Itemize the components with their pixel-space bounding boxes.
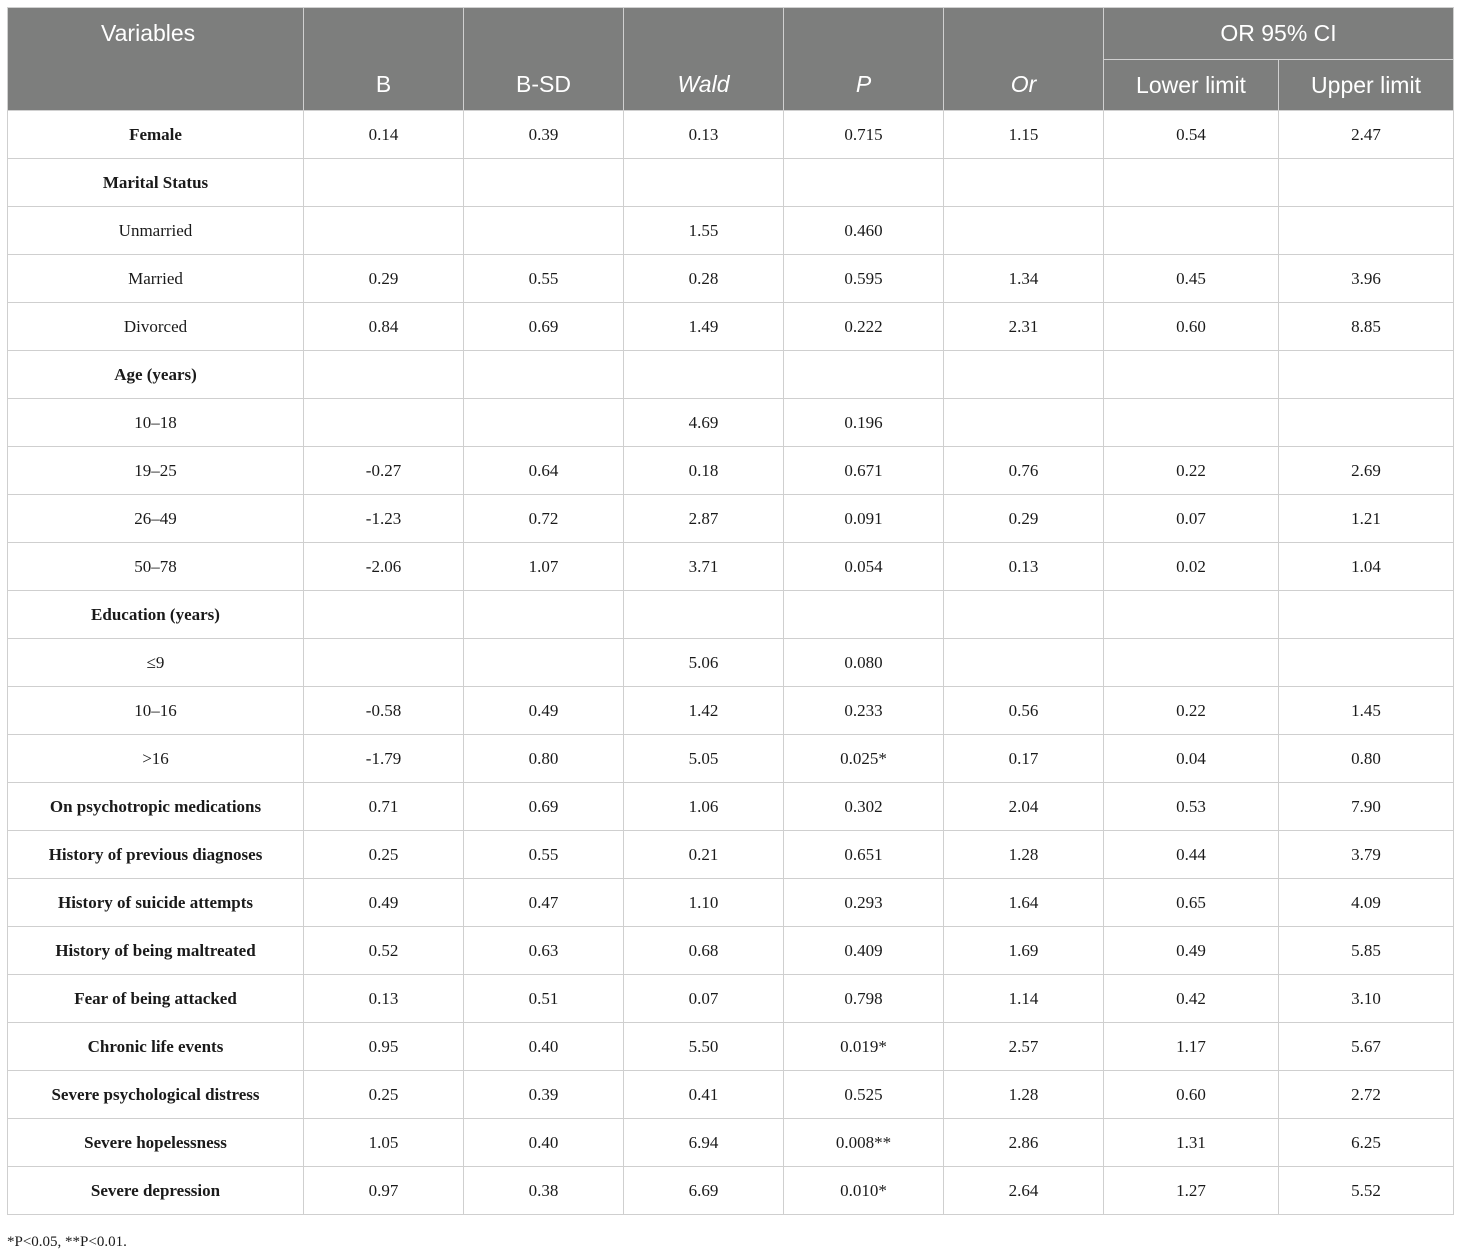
table-row [8,111,1454,159]
cell-lower [1104,639,1279,687]
cell-wald: 0.28 [624,255,784,303]
cell-upper: 1.04 [1279,543,1454,591]
cell-b [304,351,464,399]
cell-bsd: 0.49 [464,687,624,735]
cell-b [304,159,464,207]
cell-bsd: 0.39 [464,1071,624,1119]
cell-lower [1104,159,1279,207]
cell-or [944,591,1104,639]
cell-lower: 0.45 [1104,255,1279,303]
cell-or: 2.57 [944,1023,1104,1071]
cell-bsd: 0.80 [464,735,624,783]
cell-or: 1.28 [944,831,1104,879]
table-row [8,927,1454,975]
cell-bsd [464,351,624,399]
cell-b: 0.14 [304,111,464,159]
table-row [8,783,1454,831]
cell-upper [1279,639,1454,687]
header-b-sd: B-SD [464,8,624,111]
cell-p: 0.010* [784,1167,944,1215]
table-row [8,399,1454,447]
cell-bsd: 0.51 [464,975,624,1023]
cell-upper: 2.72 [1279,1071,1454,1119]
table-row [8,495,1454,543]
cell-upper [1279,591,1454,639]
cell-bsd: 0.64 [464,447,624,495]
cell-or: 1.34 [944,255,1104,303]
cell-lower: 0.22 [1104,447,1279,495]
cell-wald: 5.06 [624,639,784,687]
cell-bsd: 0.40 [464,1023,624,1071]
cell-wald: 4.69 [624,399,784,447]
cell-lower: 0.54 [1104,111,1279,159]
table-row [8,447,1454,495]
table-row [8,543,1454,591]
cell-or [944,639,1104,687]
row-label: Unmarried [8,207,304,255]
cell-or: 1.69 [944,927,1104,975]
cell-upper: 3.79 [1279,831,1454,879]
cell-p: 0.460 [784,207,944,255]
cell-lower: 1.27 [1104,1167,1279,1215]
cell-wald: 0.68 [624,927,784,975]
cell-b: 0.71 [304,783,464,831]
cell-lower: 1.17 [1104,1023,1279,1071]
cell-upper: 1.21 [1279,495,1454,543]
cell-wald [624,159,784,207]
cell-upper: 4.09 [1279,879,1454,927]
header-wald: Wald [624,8,784,111]
cell-lower [1104,591,1279,639]
cell-bsd [464,591,624,639]
cell-upper [1279,207,1454,255]
cell-p: 0.651 [784,831,944,879]
cell-wald: 5.50 [624,1023,784,1071]
cell-b: 0.97 [304,1167,464,1215]
table-footnote: *P<0.05, **P<0.01. [7,1234,127,1250]
cell-upper: 8.85 [1279,303,1454,351]
cell-lower: 0.07 [1104,495,1279,543]
cell-p: 0.091 [784,495,944,543]
cell-upper: 6.25 [1279,1119,1454,1167]
cell-b [304,399,464,447]
cell-wald: 1.55 [624,207,784,255]
cell-or: 0.29 [944,495,1104,543]
cell-b: -0.58 [304,687,464,735]
table-row [8,831,1454,879]
cell-bsd: 0.38 [464,1167,624,1215]
cell-wald: 2.87 [624,495,784,543]
cell-lower: 0.65 [1104,879,1279,927]
cell-p: 0.595 [784,255,944,303]
cell-bsd: 0.63 [464,927,624,975]
cell-b: 0.52 [304,927,464,975]
cell-upper: 7.90 [1279,783,1454,831]
cell-upper: 2.47 [1279,111,1454,159]
cell-lower [1104,399,1279,447]
cell-b: 0.95 [304,1023,464,1071]
row-label: On psychotropic medications [8,783,304,831]
regression-table-container [7,7,1453,1215]
cell-wald: 0.41 [624,1071,784,1119]
cell-b [304,639,464,687]
table-row [8,1071,1454,1119]
cell-wald: 3.71 [624,543,784,591]
cell-b [304,591,464,639]
row-label: 50–78 [8,543,304,591]
header-variables: Variables [8,8,304,111]
cell-bsd: 0.55 [464,255,624,303]
cell-p: 0.671 [784,447,944,495]
cell-p: 0.080 [784,639,944,687]
cell-bsd: 0.72 [464,495,624,543]
cell-b: -2.06 [304,543,464,591]
cell-bsd: 0.69 [464,303,624,351]
cell-upper: 2.69 [1279,447,1454,495]
table-row [8,1167,1454,1215]
table-row [8,639,1454,687]
cell-upper: 5.67 [1279,1023,1454,1071]
header-ci-group: OR 95% CI [1104,8,1454,60]
cell-lower: 0.60 [1104,303,1279,351]
cell-lower: 0.04 [1104,735,1279,783]
table-row [8,591,1454,639]
cell-p: 0.222 [784,303,944,351]
cell-or: 1.28 [944,1071,1104,1119]
cell-wald: 0.07 [624,975,784,1023]
table-row [8,207,1454,255]
cell-lower: 0.02 [1104,543,1279,591]
cell-p: 0.025* [784,735,944,783]
cell-upper: 5.52 [1279,1167,1454,1215]
cell-b: 0.13 [304,975,464,1023]
row-label: Divorced [8,303,304,351]
row-label: Fear of being attacked [8,975,304,1023]
cell-wald: 1.10 [624,879,784,927]
cell-bsd [464,399,624,447]
cell-wald: 6.69 [624,1167,784,1215]
cell-lower: 0.60 [1104,1071,1279,1119]
cell-b: 0.84 [304,303,464,351]
cell-p: 0.798 [784,975,944,1023]
cell-lower [1104,351,1279,399]
row-label: Marital Status [8,159,304,207]
row-label: >16 [8,735,304,783]
cell-wald: 0.13 [624,111,784,159]
cell-p: 0.409 [784,927,944,975]
cell-wald: 1.06 [624,783,784,831]
cell-p: 0.196 [784,399,944,447]
row-label: Severe hopelessness [8,1119,304,1167]
row-label: 19–25 [8,447,304,495]
row-label: 10–18 [8,399,304,447]
cell-b: 0.49 [304,879,464,927]
table-row [8,255,1454,303]
cell-b: -1.79 [304,735,464,783]
cell-or [944,351,1104,399]
row-label: History of suicide attempts [8,879,304,927]
table-body [8,111,1454,1215]
cell-or: 1.64 [944,879,1104,927]
cell-lower: 0.53 [1104,783,1279,831]
cell-bsd [464,159,624,207]
cell-wald [624,351,784,399]
row-label: History of being maltreated [8,927,304,975]
cell-wald: 0.21 [624,831,784,879]
cell-or: 1.15 [944,111,1104,159]
header-p: P [784,8,944,111]
cell-or: 0.17 [944,735,1104,783]
header-upper-limit: Upper limit [1279,60,1454,111]
cell-or: 2.31 [944,303,1104,351]
cell-upper [1279,399,1454,447]
row-label: Female [8,111,304,159]
cell-or: 2.86 [944,1119,1104,1167]
cell-wald: 1.49 [624,303,784,351]
cell-p: 0.293 [784,879,944,927]
cell-upper [1279,159,1454,207]
cell-p [784,159,944,207]
cell-b [304,207,464,255]
regression-table [7,7,1454,1215]
cell-b: -1.23 [304,495,464,543]
header-or: Or [944,8,1104,111]
cell-lower: 0.22 [1104,687,1279,735]
cell-p: 0.008** [784,1119,944,1167]
cell-bsd: 0.69 [464,783,624,831]
cell-p [784,351,944,399]
table-row [8,1119,1454,1167]
cell-bsd: 0.47 [464,879,624,927]
row-label: Age (years) [8,351,304,399]
cell-or [944,159,1104,207]
cell-bsd: 0.55 [464,831,624,879]
cell-upper: 1.45 [1279,687,1454,735]
cell-or: 0.76 [944,447,1104,495]
cell-p [784,591,944,639]
cell-or: 0.13 [944,543,1104,591]
cell-or [944,207,1104,255]
cell-upper: 5.85 [1279,927,1454,975]
cell-bsd: 1.07 [464,543,624,591]
cell-upper: 3.96 [1279,255,1454,303]
table-row [8,687,1454,735]
cell-b: 1.05 [304,1119,464,1167]
row-label: 26–49 [8,495,304,543]
cell-p: 0.715 [784,111,944,159]
row-label: Chronic life events [8,1023,304,1071]
cell-p: 0.054 [784,543,944,591]
row-label: Married [8,255,304,303]
table-header [8,8,1454,111]
cell-or: 0.56 [944,687,1104,735]
table-row [8,351,1454,399]
cell-p: 0.525 [784,1071,944,1119]
row-label: 10–16 [8,687,304,735]
row-label: ≤9 [8,639,304,687]
cell-b: -0.27 [304,447,464,495]
cell-bsd: 0.40 [464,1119,624,1167]
cell-or: 2.04 [944,783,1104,831]
header-lower-limit: Lower limit [1104,60,1279,111]
table-row [8,735,1454,783]
cell-bsd [464,207,624,255]
cell-lower: 0.49 [1104,927,1279,975]
table-row [8,975,1454,1023]
cell-b: 0.25 [304,1071,464,1119]
row-label: Education (years) [8,591,304,639]
cell-or: 2.64 [944,1167,1104,1215]
table-row [8,159,1454,207]
cell-lower: 0.44 [1104,831,1279,879]
cell-wald: 0.18 [624,447,784,495]
cell-or [944,399,1104,447]
cell-lower: 0.42 [1104,975,1279,1023]
cell-wald: 6.94 [624,1119,784,1167]
cell-p: 0.302 [784,783,944,831]
cell-p: 0.019* [784,1023,944,1071]
table-row [8,1023,1454,1071]
cell-or: 1.14 [944,975,1104,1023]
row-label: Severe depression [8,1167,304,1215]
table-row [8,879,1454,927]
cell-b: 0.29 [304,255,464,303]
row-label: Severe psychological distress [8,1071,304,1119]
cell-b: 0.25 [304,831,464,879]
table-row [8,303,1454,351]
cell-lower [1104,207,1279,255]
cell-upper: 0.80 [1279,735,1454,783]
cell-wald: 1.42 [624,687,784,735]
cell-bsd [464,639,624,687]
cell-lower: 1.31 [1104,1119,1279,1167]
row-label: History of previous diagnoses [8,831,304,879]
cell-wald [624,591,784,639]
cell-bsd: 0.39 [464,111,624,159]
cell-upper [1279,351,1454,399]
cell-wald: 5.05 [624,735,784,783]
header-b: B [304,8,464,111]
cell-upper: 3.10 [1279,975,1454,1023]
cell-p: 0.233 [784,687,944,735]
